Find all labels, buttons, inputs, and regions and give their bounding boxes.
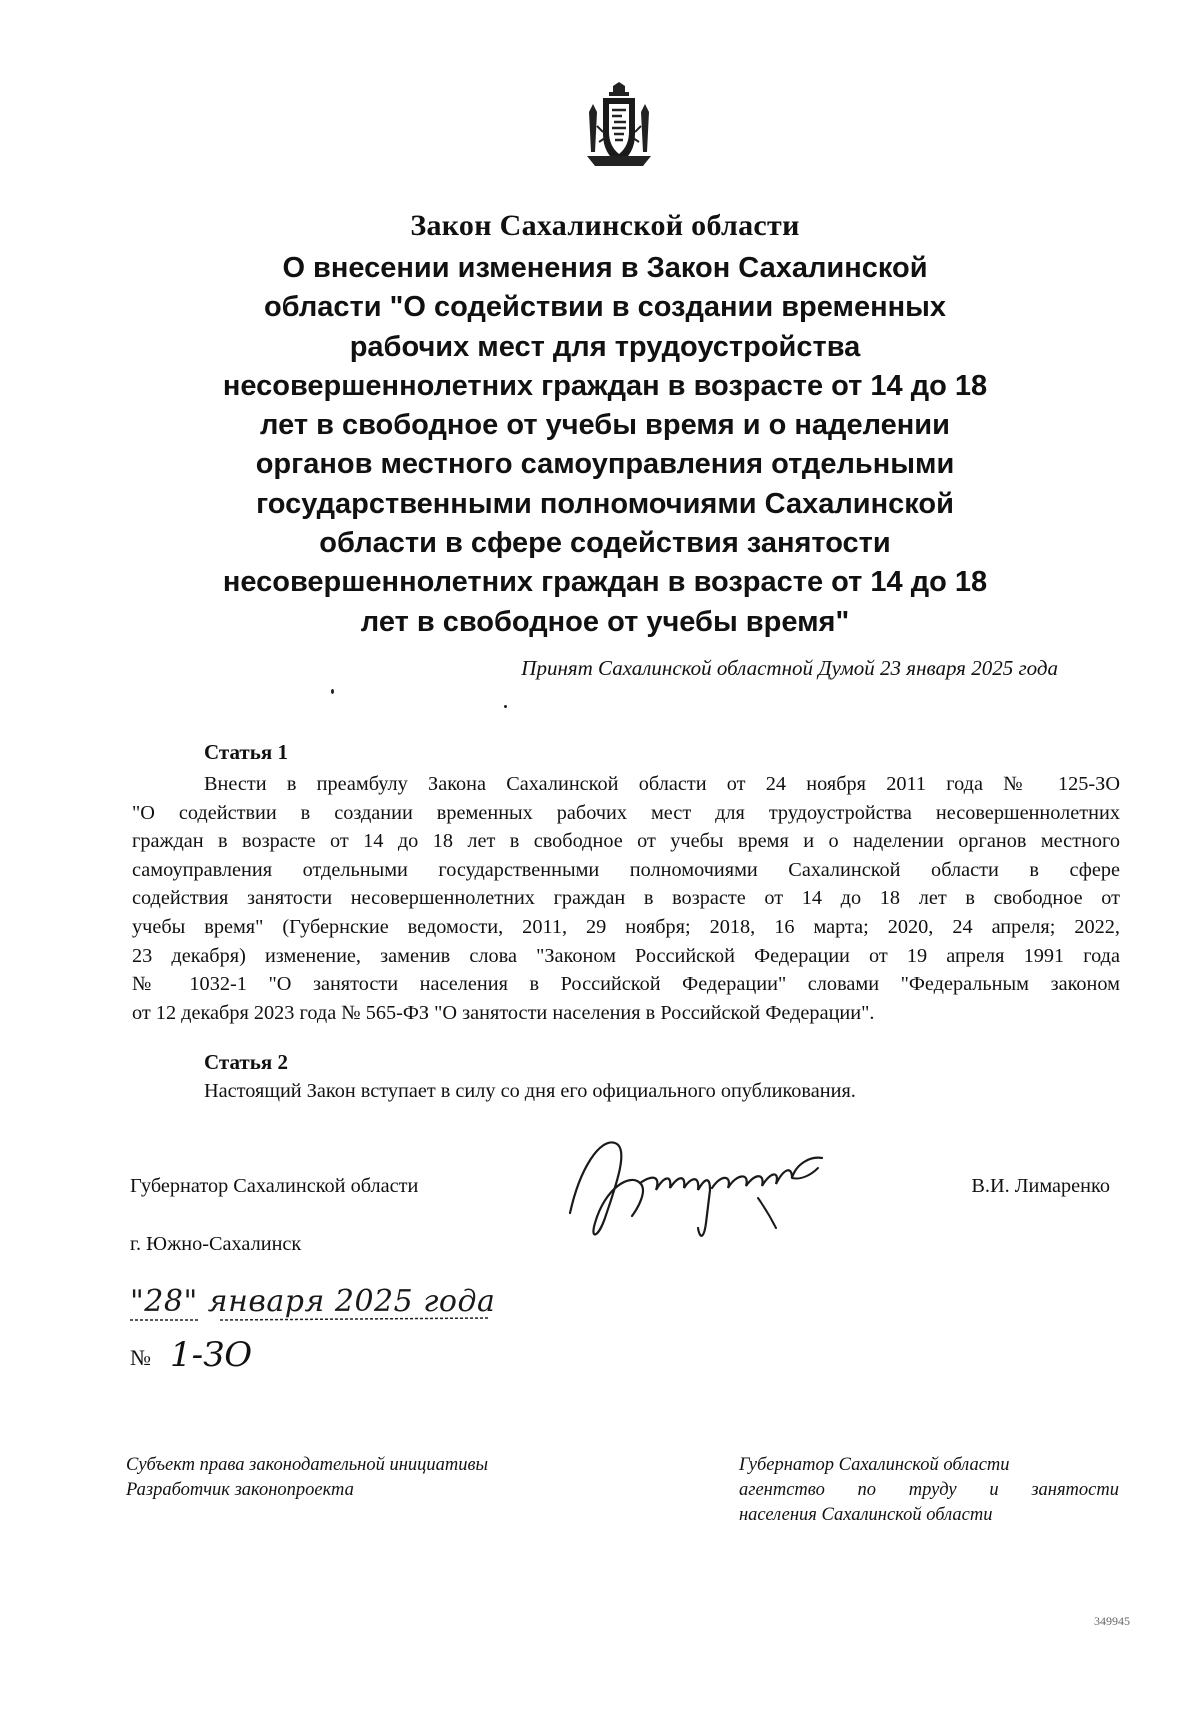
number-label: №: [130, 1345, 151, 1370]
date-underline: [130, 1314, 500, 1334]
article-1-line: учебы время" (Губернские ведомости, 2011, 29 ноября; 2018, 16 марта; 2020, 24 апреля; 2022,: [132, 915, 1120, 938]
article-1-body: [132, 770, 1120, 1027]
footer-right-values: [739, 1453, 1119, 1528]
footer-value: агентство по труду и занятости: [739, 1480, 1119, 1500]
article-2-heading: Статья 2: [204, 1050, 288, 1074]
document-title-block: [150, 207, 1060, 642]
subject-line: несовершеннолетних граждан в возрасте от 14 до 18: [222, 369, 988, 402]
article-1-line: граждан в возрасте от 14 до 18 лет в свободное от учебы время и о наделении органов местного: [132, 830, 1120, 853]
document-code: 349945: [1094, 1614, 1130, 1628]
signatory-position: Губернатор Сахалинской области: [130, 1175, 419, 1197]
signatory-name: В.И. Лимаренко: [971, 1175, 1110, 1197]
law-subject: [150, 249, 1060, 642]
subject-line: несовершеннолетних граждан в возрасте от 14 до 18: [222, 566, 988, 599]
article-1-heading: Статья 1: [204, 740, 288, 764]
subject-line: О внесении изменения в Закон Сахалинской: [282, 252, 928, 284]
law-title: Закон Сахалинской области: [410, 209, 800, 242]
article-1-line: от 12 декабря 2023 года № 565-ФЗ "О занятости населения в Российской Федерации".: [132, 1001, 875, 1024]
subject-line: области "О содействии в создании временных: [263, 291, 947, 324]
footer-label: Разработчик законопроекта: [126, 1480, 354, 1500]
handwritten-date: "28" января 2025 года: [130, 1284, 496, 1319]
footer-left-labels: [126, 1453, 488, 1503]
footer-value: населения Сахалинской области: [739, 1505, 993, 1525]
footer-value: Губернатор Сахалинской области: [739, 1455, 1010, 1475]
handwritten-number: 1-ЗО: [170, 1335, 253, 1375]
signing-city: г. Южно-Сахалинск: [130, 1233, 302, 1255]
signing-date: [130, 1280, 520, 1334]
subject-line: лет в свободное от учебы время и о наделении: [260, 409, 950, 442]
article-1-line: 23 декабря) изменение, заменив слова "Законом Российской Федерации от 19 апреля 1991 года: [132, 944, 1120, 967]
article-2-body: Настоящий Закон вступает в силу со дня его официального опубликования.: [204, 1080, 856, 1102]
coat-of-arms-icon: [583, 82, 655, 172]
handwritten-signature: [560, 1128, 890, 1248]
article-1-line: содействия занятости несовершеннолетних граждан в возрасте от 14 до 18 лет в свободное от: [132, 887, 1120, 910]
article-1-line: № 1032-1 "О занятости населения в Российской Федерации" словами "Федеральным законом: [132, 973, 1120, 996]
scan-speck: [331, 689, 334, 694]
article-1-line: самоуправления отдельными государственными полномочиями Сахалинской области в сфере: [132, 858, 1120, 881]
footer-label: Субъект права законодательной инициативы: [126, 1455, 489, 1475]
article-1-line: Внести в преамбулу Закона Сахалинской области от 24 ноября 2011 года № 125-ЗО: [204, 773, 1120, 795]
subject-line: государственными полномочиями Сахалинской: [256, 487, 954, 520]
subject-line: области в сфере содействия занятости: [319, 527, 891, 560]
adoption-note: Принят Сахалинской областной Думой 23 января 2025 года: [521, 656, 1058, 680]
subject-line: органов местного самоуправления отдельными: [255, 448, 955, 481]
subject-line: лет в свободное от учебы время": [360, 605, 850, 638]
article-1-line: "О содействии в создании временных рабочих мест для трудоустройства несовершеннолетних: [132, 801, 1120, 824]
scan-speck: [504, 705, 507, 708]
subject-line: рабочих мест для трудоустройства: [349, 330, 861, 363]
